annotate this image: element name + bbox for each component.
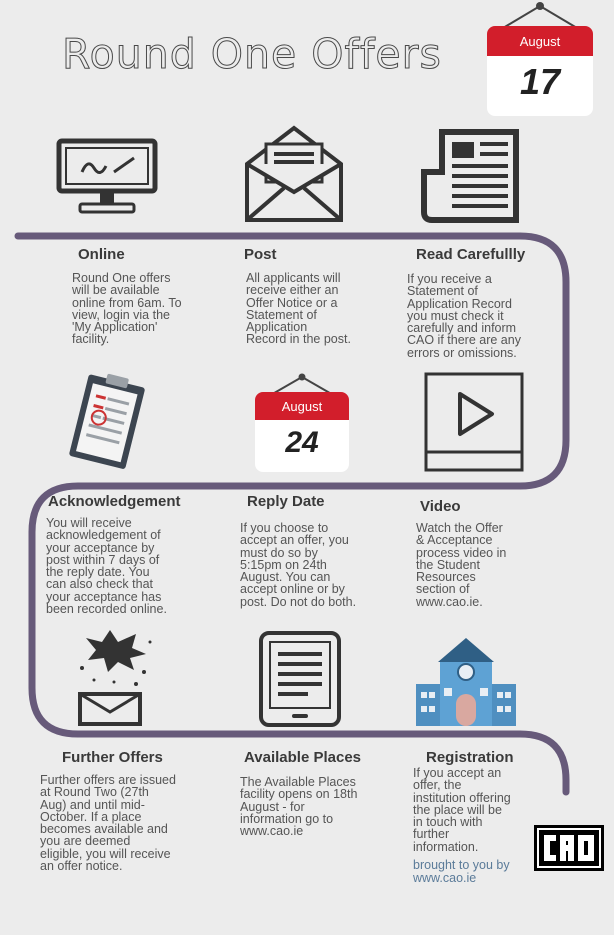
step-text-acknowledgement: You will receive acknowledgement of your acceptance by post within 7 days of the reply date. You can also check that your acceptance has been recorded online. bbox=[46, 516, 167, 617]
envelope-icon bbox=[244, 124, 344, 224]
calendar-day: 17 bbox=[487, 56, 593, 116]
step-heading-registration: Registration bbox=[426, 749, 514, 766]
newspaper-icon bbox=[420, 128, 520, 224]
step-heading-read-carefully: Read Carefullly bbox=[416, 246, 526, 263]
step-text-read-carefully: If you receive a Statement of Application Record you must check it carefully and inform CAO if there are any errors or omissions. bbox=[407, 272, 521, 360]
step-text-reply-date: If you choose to accept an offer, you must do so by 5:15pm on 24th August. You can accept online or by post. Do not do both. bbox=[240, 521, 357, 609]
step-text-online: Round One offers will be available online from 6am. To view, login via the 'My Application' facility. bbox=[72, 271, 182, 347]
step-text-available-places: The Available Places facility opens on 18th August - for information go to www.cao.ie bbox=[240, 775, 358, 839]
step-heading-reply-date: Reply Date bbox=[247, 493, 325, 510]
calendar-month: August bbox=[487, 26, 593, 56]
credit-text: brought to you by www.cao.ie bbox=[413, 858, 510, 885]
exploding-envelope-icon bbox=[74, 628, 160, 728]
step-text-video: Watch the Offer & Acceptance process video in the Student Resources section of www.cao.ie. bbox=[416, 521, 507, 609]
cao-logo-mark bbox=[534, 825, 604, 871]
step-heading-available-places: Available Places bbox=[244, 749, 362, 766]
calendar-mid bbox=[255, 372, 349, 472]
step-heading-further-offers: Further Offers bbox=[62, 749, 163, 766]
calendar-month: August bbox=[255, 392, 349, 420]
calendar-top bbox=[487, 0, 593, 118]
step-heading-post: Post bbox=[244, 246, 277, 263]
step-heading-acknowledgement: Acknowledgement bbox=[48, 493, 181, 510]
step-heading-online: Online bbox=[78, 246, 125, 263]
play-video-icon bbox=[424, 372, 524, 472]
clipboard-icon bbox=[66, 372, 150, 472]
page-title: Round One Offers bbox=[62, 30, 442, 78]
tablet-icon bbox=[258, 630, 342, 728]
school-building-icon bbox=[416, 636, 516, 726]
step-heading-video: Video bbox=[420, 498, 461, 515]
step-text-further-offers: Further offers are issued at Round Two (27th Aug) and until mid- October. If a place becomes available and you are deemed eligible, you will receive an offer notice. bbox=[40, 773, 176, 874]
step-text-registration: If you accept an offer, the institution offering the place will be in touch with further information. bbox=[413, 766, 511, 854]
calendar-day: 24 bbox=[255, 420, 349, 472]
cao-logo bbox=[534, 825, 604, 871]
monitor-icon bbox=[56, 138, 158, 216]
step-text-post: All applicants will receive either an Offer Notice or a Statement of Application Record in the post. bbox=[246, 271, 351, 347]
